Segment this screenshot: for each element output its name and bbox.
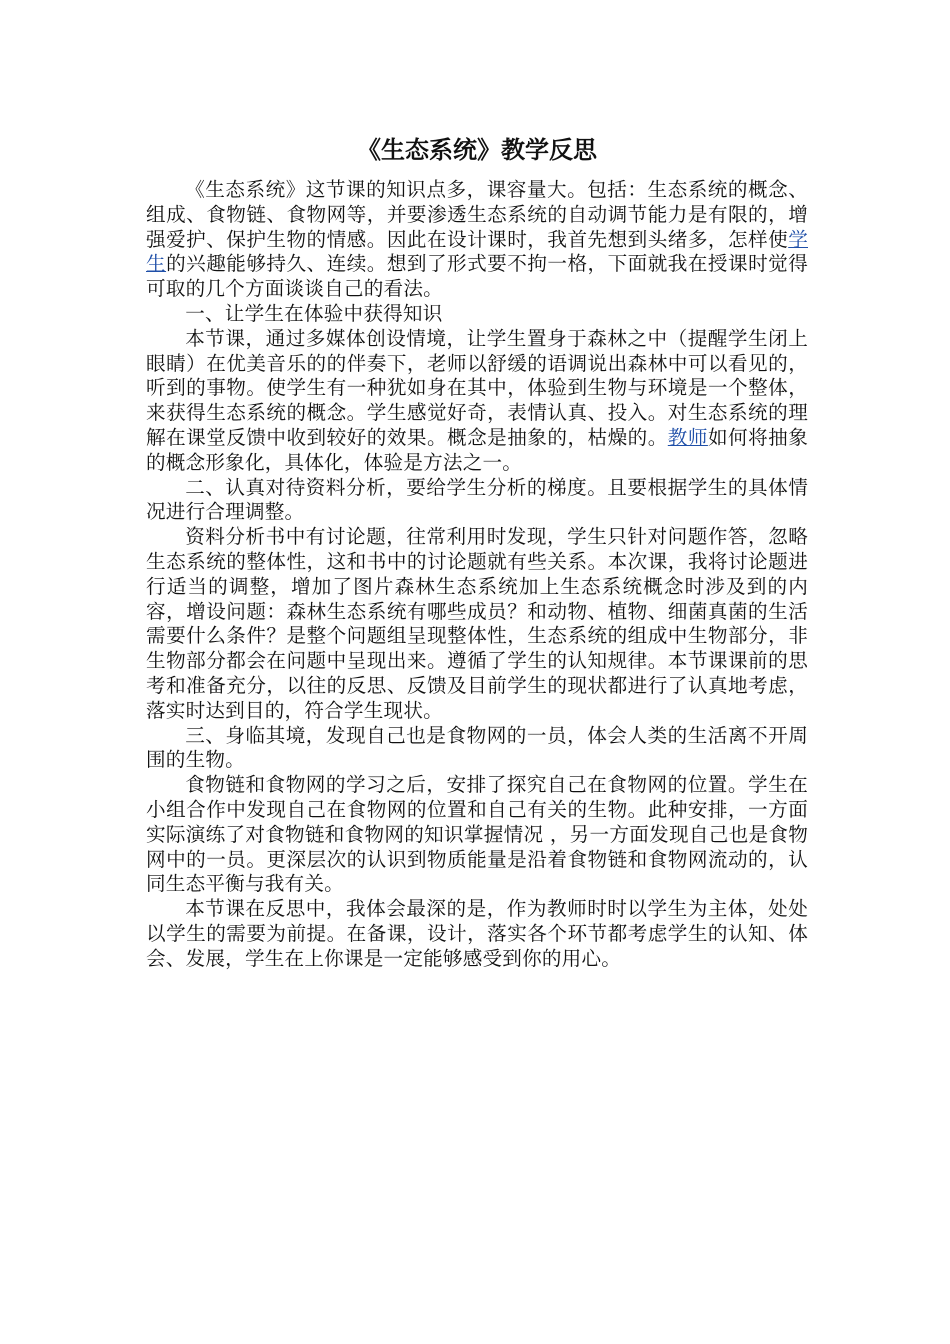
- link-teacher[interactable]: 教师: [667, 425, 708, 449]
- paragraph-text: 如何将抽象的概念形象化，具体化，体验是方法之一。: [146, 425, 809, 474]
- section-heading-1: 一、让学生在体验中获得知识: [185, 301, 443, 325]
- document-title: 《生态系统》教学反思: [357, 135, 597, 164]
- paragraph-intro: [146, 178, 808, 302]
- link-student[interactable]: 学生: [146, 227, 808, 276]
- section-heading-3: 三、身临其境，发现自己也是食物网的一员，体会人类的生活离不开周围的生物。: [146, 723, 808, 772]
- paragraph-text: 的兴趣能够持久、连续。想到了形式要不拘一格，下面就我在授课时觉得可取的几个方面谈谈自己的看法。: [146, 252, 808, 301]
- paragraph-food-web: 食物链和食物网的学习之后，安排了探究自己在食物网的位置。学生在小组合作中发现自己在食物网的位置和自己有关的生物。此种安排，一方面实际演练了对食物链和食物网的知识掌握情况 ，另一方面发现自己也是食物网中的一员。更深层次的认识到物质能量是沿着食物链和食物网流动的，认同生态平衡与我有关。: [146, 773, 808, 896]
- paragraph-experience: [146, 327, 808, 476]
- document-body: [146, 132, 808, 972]
- paragraph-text: 本节课，通过多媒体创设情境，让学生置身于森林之中（提醒学生闭上眼睛）在优美音乐的的伴奏下，老师以舒缓的语调说出森林中可以看见的，听到的事物。使学生有一种犹如身在其中，体验到生物与环境是一个整体，来获得生态系统的概念。学生感觉好奇，表情认真、投入。对生态系统的理解在课堂反馈中收到较好的效果。概念是抽象的，枯燥的。: [146, 326, 808, 449]
- paragraph-text: 《生态系统》这节课的知识点多，课容量大。包括：生态系统的概念、组成、食物链、食物网等，并要渗透生态系统的自动调节能力是有限的，增强爱护、保护生物的情感。因此在设计课时，我首先想到头绪多，怎样使: [146, 178, 808, 251]
- paragraph-conclusion: 本节课在反思中，我体会最深的是，作为教师时时以学生为主体，处处以学生的需要为前提。在备课，设计，落实各个环节都考虑学生的认知、体会、发展，学生在上你课是一定能够感受到你的用心。: [146, 897, 808, 970]
- section-heading-2: 二、认真对待资料分析，要给学生分析的梯度。且要根据学生的具体情况进行合理调整。: [146, 475, 808, 524]
- paragraph-data-analysis: 资料分析书中有讨论题，往常利用时发现，学生只针对问题作答，忽略生态系统的整体性，这和书中的讨论题就有些关系。本次课，我将讨论题进行适当的调整，增加了图片森林生态系统加上生态系统概念时涉及到的内容，增设问题：森林生态系统有哪些成员？和动物、植物、细菌真菌的生活需要什么条件？是整个问题组呈现整体性，生态系统的组成中生物部分，非生物部分都会在问题中呈现出来。遵循了学生的认知规律。本节课课前的思考和准备充分，以往的反思、反馈及目前学生的现状都进行了认真地考虑，落实时达到目的，符合学生现状。: [146, 525, 808, 722]
